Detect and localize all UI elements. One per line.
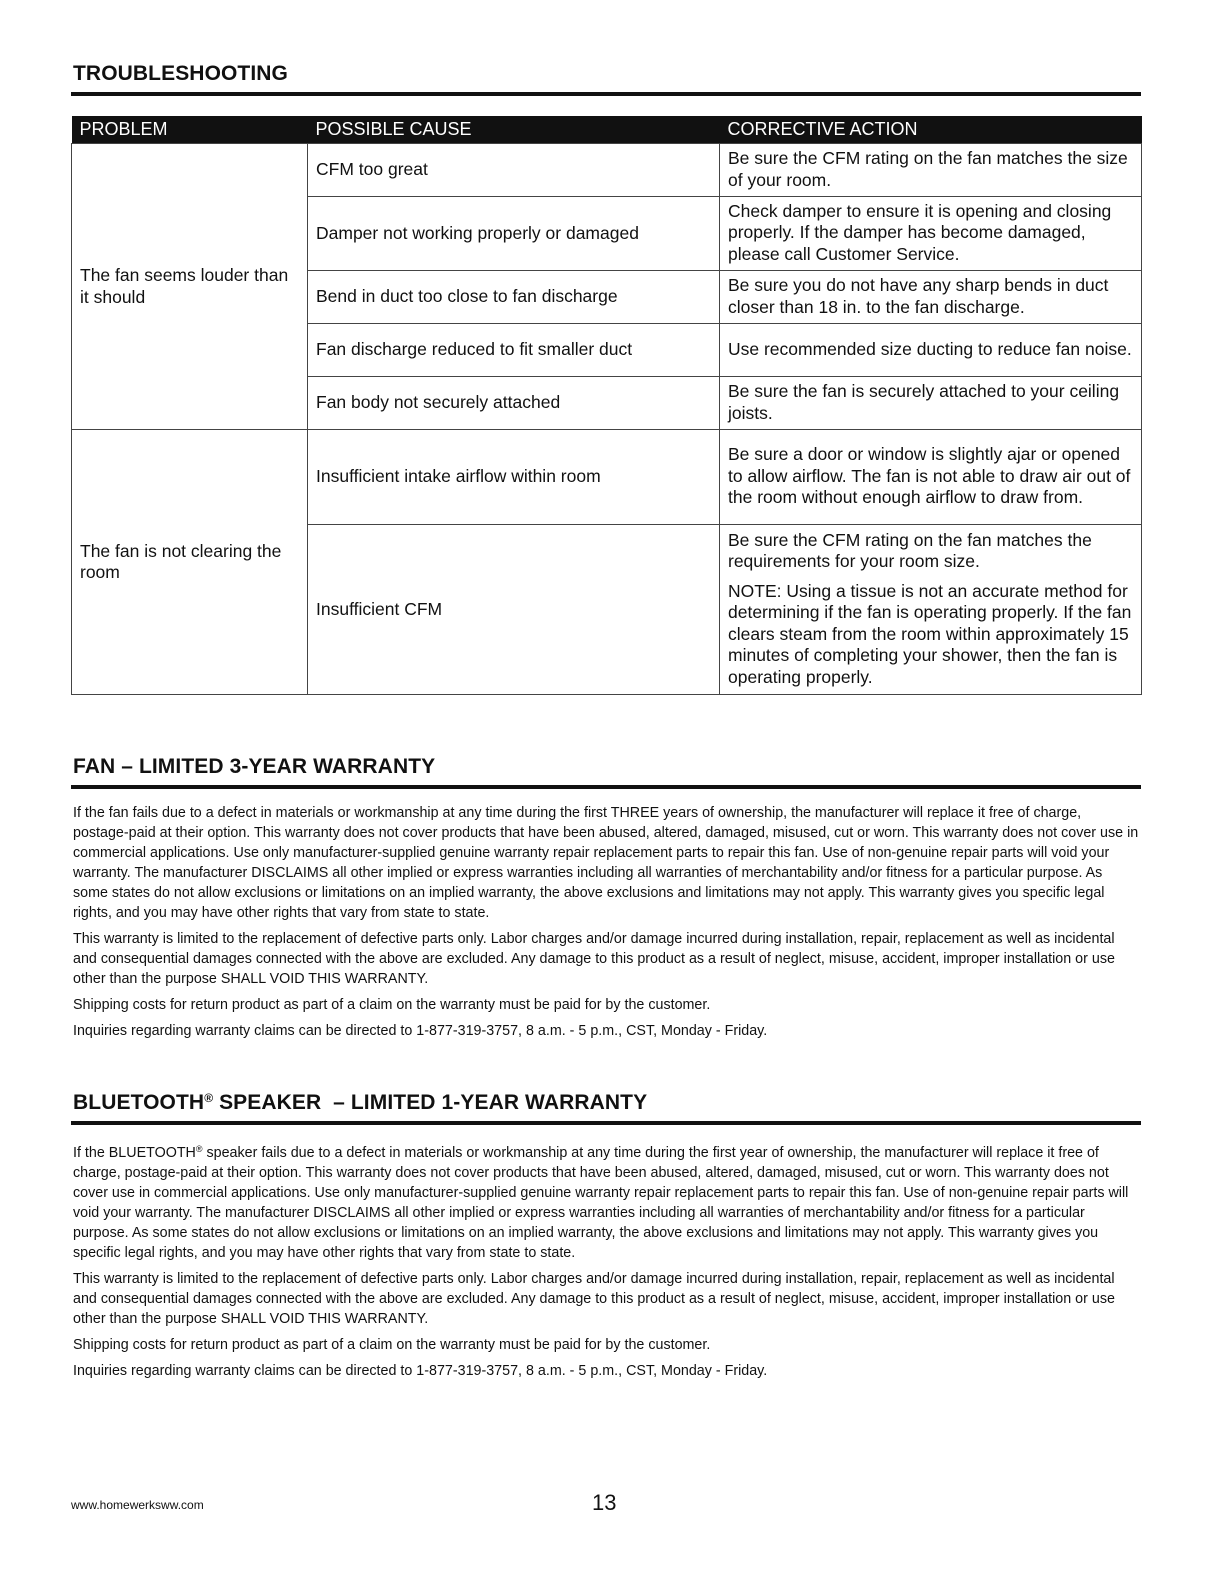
problem-cell: The fan is not clearing the room bbox=[72, 430, 308, 695]
speaker-warranty-body bbox=[71, 1125, 1141, 1381]
speaker-warranty-title bbox=[71, 1091, 1141, 1125]
paragraph-text: If the BLUETOOTH bbox=[73, 1145, 196, 1162]
manual-page bbox=[71, 62, 1141, 1387]
action-cell bbox=[720, 271, 1142, 324]
title-text: BLUETOOTH bbox=[73, 1091, 205, 1115]
action-note: NOTE: Using a tissue is not an accurate method for determining if the fan is operating properly. If the fan clears steam from the room within approximately 15 minutes of completing your shower, then the fan is operating properly. bbox=[728, 580, 1132, 687]
cause-cell: Bend in duct too close to fan discharge bbox=[308, 271, 720, 324]
fan-warranty-paragraph: This warranty is limited to the replacement of defective parts only. Labor charges and/or damage incurred during installation, repair, replacement as well as incidental and consequential damages connected with the above are excluded. Any damage to this product as a result of neglect, misuse, accident, improper installation or use other than the purpose SHALL VOID THIS WARRANTY. bbox=[73, 931, 1115, 988]
problem-cell: The fan seems louder than it should bbox=[72, 144, 308, 430]
fan-warranty-body bbox=[71, 789, 1141, 1041]
registered-mark: ® bbox=[195, 1144, 203, 1155]
cause-cell: Fan discharge reduced to fit smaller duct bbox=[308, 324, 720, 377]
speaker-warranty-paragraph bbox=[73, 1139, 1139, 1263]
cause-cell: Damper not working properly or damaged bbox=[308, 197, 720, 271]
action-text: Be sure the CFM rating on the fan matches the size of your room. bbox=[728, 148, 1128, 190]
action-cell bbox=[720, 377, 1142, 430]
action-cell bbox=[720, 197, 1142, 271]
title-text: SPEAKER – LIMITED 1-YEAR WARRANTY bbox=[213, 1091, 648, 1115]
fan-warranty-section bbox=[71, 755, 1141, 1041]
table-row bbox=[72, 144, 1142, 197]
speaker-warranty-paragraph: This warranty is limited to the replacement of defective parts only. Labor charges and/or damage incurred during installation, repair, replacement as well as incidental and consequential damages connected with the above are excluded. Any damage to this product as a result of neglect, misuse, accident, improper installation or use other than the purpose SHALL VOID THIS WARRANTY. bbox=[73, 1271, 1115, 1328]
action-cell bbox=[720, 324, 1142, 377]
footer-website: www.homewerksww.com bbox=[71, 1498, 204, 1512]
cause-cell: Fan body not securely attached bbox=[308, 377, 720, 430]
action-text: Be sure a door or window is slightly ajar or opened to allow airflow. The fan is not able to draw air out of the room without enough airflow to draw from. bbox=[728, 444, 1131, 508]
action-text: Be sure the fan is securely attached to your ceiling joists. bbox=[728, 381, 1120, 423]
fan-warranty-title: FAN – LIMITED 3-YEAR WARRANTY bbox=[71, 755, 1141, 789]
action-cell bbox=[720, 525, 1142, 695]
header-possible-cause: POSSIBLE CAUSE bbox=[308, 116, 720, 144]
registered-mark: ® bbox=[204, 1091, 214, 1106]
page-number: 13 bbox=[592, 1490, 617, 1515]
speaker-warranty-section bbox=[71, 1091, 1141, 1381]
action-text: Check damper to ensure it is opening and closing properly. If the damper has become damaged, please call Customer Service. bbox=[728, 200, 1112, 264]
troubleshooting-title: TROUBLESHOOTING bbox=[71, 62, 1141, 96]
speaker-warranty-paragraph: Shipping costs for return product as part of a claim on the warranty must be paid for by the customer. bbox=[73, 1337, 711, 1354]
cause-cell: Insufficient intake airflow within room bbox=[308, 430, 720, 525]
fan-warranty-paragraph: Shipping costs for return product as part of a claim on the warranty must be paid for by the customer. bbox=[73, 997, 711, 1014]
paragraph-text: speaker fails due to a defect in materials or workmanship at any time during the first year of ownership, the manufacturer will replace it free of charge, postage-paid at their option. This warranty does not cover products that have been abused, altered, damaged, misused, cut or worn. This warranty does not cover use in commercial applications. Use only manufacturer-supplied genuine warranty repair replacement parts to repair this fan. Use of non-genuine repair parts will void your warranty. The manufacturer DISCLAIMS all other implied or express warranties including all warranties of merchantability and/or fitness for a particular purpose. As some states do not allow exclusions or limitations on an implied warranty, the above exclusions and limitations may not apply. This warranty gives you specific legal rights, and you may have other rights that vary from state to state. bbox=[73, 1145, 1129, 1262]
table-header-row bbox=[72, 116, 1142, 144]
fan-warranty-paragraph: Inquiries regarding warranty claims can be directed to 1-877-319-3757, 8 a.m. - 5 p.m., CST, Monday - Friday. bbox=[73, 1023, 768, 1040]
action-cell bbox=[720, 430, 1142, 525]
cause-cell: Insufficient CFM bbox=[308, 525, 720, 695]
header-corrective-action: CORRECTIVE ACTION bbox=[720, 116, 1142, 144]
table-row bbox=[72, 430, 1142, 525]
fan-warranty-paragraph: If the fan fails due to a defect in materials or workmanship at any time during the first THREE years of ownership, the manufacturer will replace it free of charge, postage-paid at their option. This warranty does not cover products that have been abused, altered, damaged, misused, cut or worn. This warranty does not cover use in commercial applications. Use only manufacturer-supplied genuine warranty repair replacement parts to repair this fan. Use of non-genuine repair parts will void your warranty. The manufacturer DISCLAIMS all other implied or express warranties including all warranties of merchantability and/or fitness for a particular purpose. As some states do not allow exclusions or limitations on an implied warranty, the above exclusions and limitations may not apply. This warranty gives you specific legal rights, and you may have other rights that vary from state to state. bbox=[73, 805, 1139, 922]
action-cell bbox=[720, 144, 1142, 197]
action-text: Use recommended size ducting to reduce fan noise. bbox=[728, 338, 1132, 359]
troubleshooting-table bbox=[71, 116, 1142, 695]
header-problem: PROBLEM bbox=[72, 116, 308, 144]
action-text: Be sure you do not have any sharp bends in duct closer than 18 in. to the fan discharge. bbox=[728, 275, 1109, 317]
speaker-warranty-paragraph: Inquiries regarding warranty claims can be directed to 1-877-319-3757, 8 a.m. - 5 p.m., CST, Monday - Friday. bbox=[73, 1363, 768, 1380]
action-text: Be sure the CFM rating on the fan matches the requirements for your room size. bbox=[728, 529, 1092, 572]
cause-cell: CFM too great bbox=[308, 144, 720, 197]
